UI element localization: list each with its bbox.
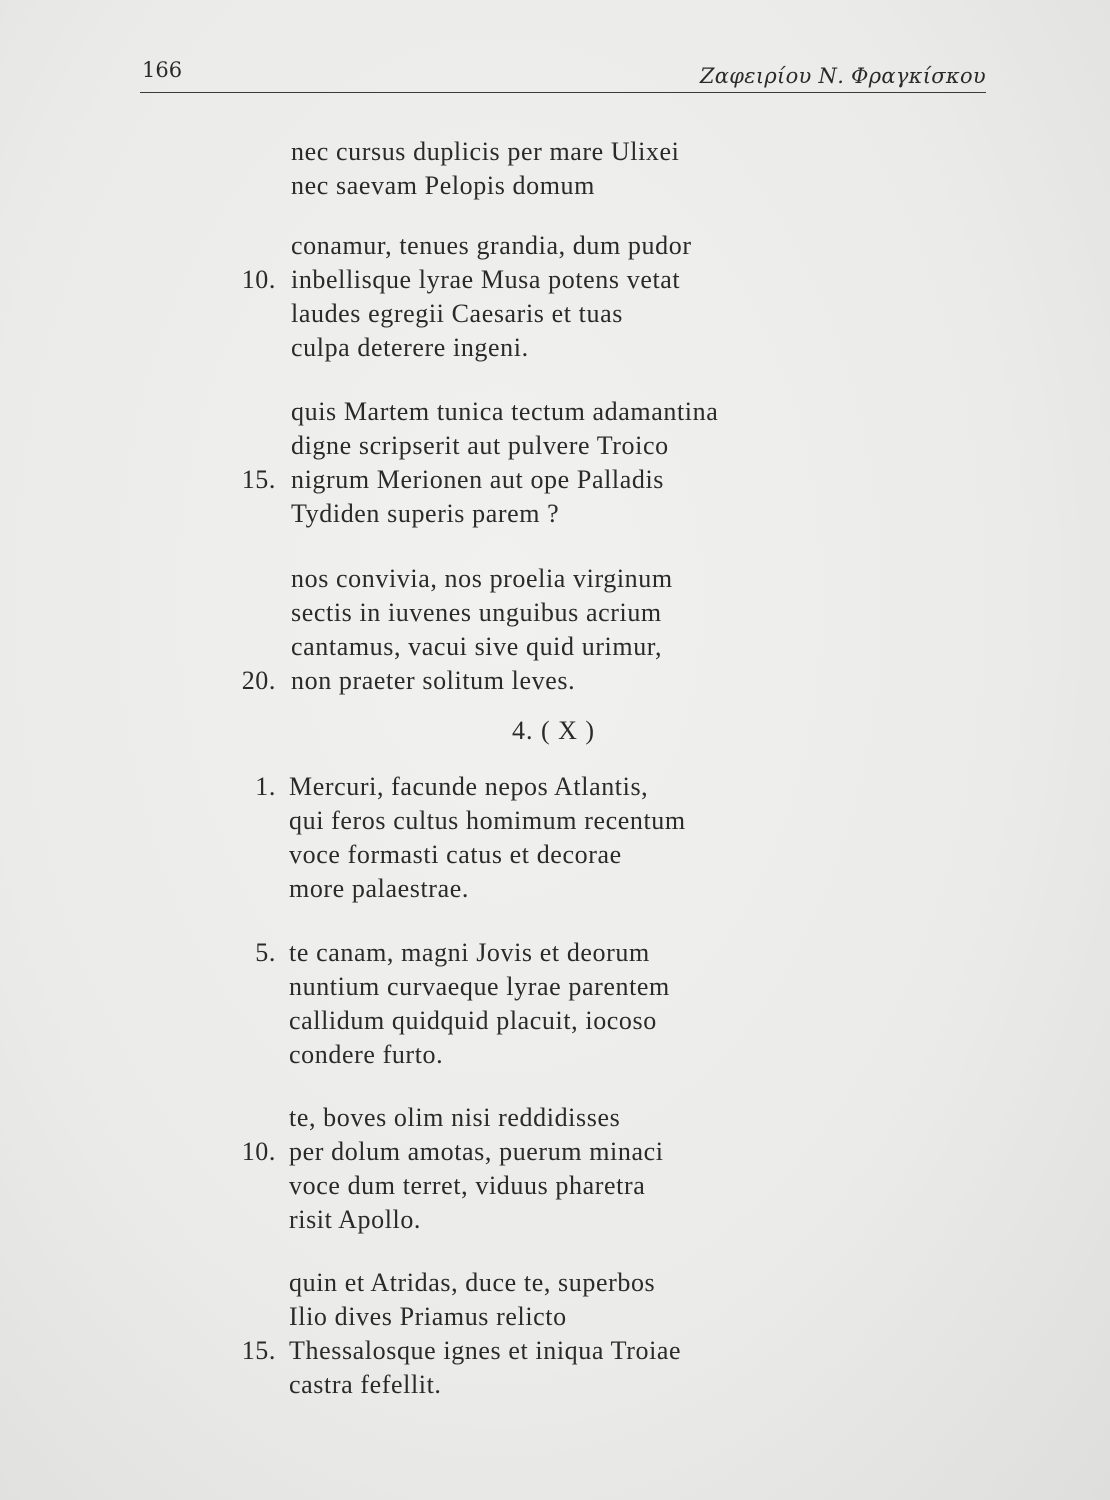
verse-text: te canam, magni Jovis et deorum — [289, 938, 650, 967]
verse-line — [0, 596, 1110, 630]
stanza-b3 — [0, 1101, 1110, 1237]
stanza-a3 — [0, 395, 1110, 531]
verse-text: per dolum amotas, puerum minaci — [289, 1137, 664, 1166]
verse-text: cantamus, vacui sive quid urimur, — [291, 632, 663, 661]
verse-text: qui feros cultus homimum recentum — [289, 806, 686, 835]
stanza-b4 — [0, 1266, 1110, 1402]
line-number: 10. — [241, 265, 276, 294]
running-head: Ζαφειρίου Ν. Φραγκίσκου — [699, 64, 986, 88]
verse-text: nuntium curvaeque lyrae parentem — [289, 972, 670, 1001]
line-number: 10. — [241, 1137, 276, 1166]
verse-line — [0, 1135, 1110, 1169]
stanza-a4 — [0, 562, 1110, 698]
verse-line — [0, 1203, 1110, 1237]
verse-text: condere furto. — [289, 1040, 444, 1069]
verse-text: Mercuri, facunde nepos Atlantis, — [289, 772, 649, 801]
verse-line — [0, 838, 1110, 872]
verse-line — [0, 936, 1110, 970]
verse-line — [0, 562, 1110, 596]
verse-line — [0, 664, 1110, 698]
verse-text: sectis in iuvenes unguibus acrium — [291, 598, 662, 627]
verse-text: nec saevam Pelopis domum — [291, 171, 595, 200]
verse-line — [0, 970, 1110, 1004]
verse-line — [0, 1004, 1110, 1038]
verse-line — [0, 463, 1110, 497]
section-title-text: 4. ( X ) — [512, 716, 596, 745]
verse-text: conamur, tenues grandia, dum pudor — [291, 231, 692, 260]
verse-text: culpa deterere ingeni. — [291, 333, 529, 362]
verse-text: Ilio dives Priamus relicto — [289, 1302, 567, 1331]
verse-line — [0, 630, 1110, 664]
verse-line — [0, 395, 1110, 429]
verse-text: non praeter solitum leves. — [291, 666, 576, 695]
verse-line — [0, 1266, 1110, 1300]
verse-text: callidum quidquid placuit, iocoso — [289, 1006, 657, 1035]
verse-line — [0, 297, 1110, 331]
verse-text: quis Martem tunica tectum adamantina — [291, 397, 719, 426]
verse-line — [0, 229, 1110, 263]
verse-line — [0, 135, 1110, 169]
stanza-b2 — [0, 936, 1110, 1072]
verse-line — [0, 1368, 1110, 1402]
verse-line — [0, 429, 1110, 463]
verse-text: te, boves olim nisi reddidisses — [289, 1103, 621, 1132]
line-number: 20. — [241, 666, 276, 695]
verse-text: voce formasti catus et decorae — [289, 840, 622, 869]
verse-line — [0, 804, 1110, 838]
verse-text: voce dum terret, viduus pharetra — [289, 1171, 646, 1200]
verse-text: inbellisque lyrae Musa potens vetat — [291, 265, 681, 294]
verse-line — [0, 770, 1110, 804]
page-header — [140, 58, 986, 93]
verse-text: more palaestrae. — [289, 874, 469, 903]
verse-line — [0, 263, 1110, 297]
verse-text: Thessalosque ignes et iniqua Troiae — [289, 1336, 682, 1365]
verse-text: nos convivia, nos proelia virginum — [291, 564, 673, 593]
verse-line — [0, 497, 1110, 531]
page-number: 166 — [142, 58, 183, 82]
verse-text: quin et Atridas, duce te, superbos — [289, 1268, 656, 1297]
verse-line — [0, 1101, 1110, 1135]
verse-text: nec cursus duplicis per mare Ulixei — [291, 137, 680, 166]
verse-line — [0, 1334, 1110, 1368]
verse-text: digne scripserit aut pulvere Troico — [291, 431, 669, 460]
verse-line — [0, 1300, 1110, 1334]
verse-line — [0, 331, 1110, 365]
verse-text: risit Apollo. — [289, 1205, 422, 1234]
line-number: 5. — [255, 938, 276, 967]
verse-text: Tydiden superis parem ? — [291, 499, 560, 528]
line-number: 15. — [241, 465, 276, 494]
verse-line — [0, 1038, 1110, 1072]
line-number: 1. — [255, 772, 276, 801]
verse-line — [0, 1169, 1110, 1203]
line-number: 15. — [241, 1336, 276, 1365]
verse-text: castra fefellit. — [289, 1370, 442, 1399]
verse-text: laudes egregii Caesaris et tuas — [291, 299, 623, 328]
stanza-a2 — [0, 229, 1110, 365]
verse-text: nigrum Merionen aut ope Palladis — [291, 465, 665, 494]
stanza-a1 — [0, 135, 1110, 203]
verse-line — [0, 169, 1110, 203]
verse-line — [0, 872, 1110, 906]
stanza-b1 — [0, 770, 1110, 906]
